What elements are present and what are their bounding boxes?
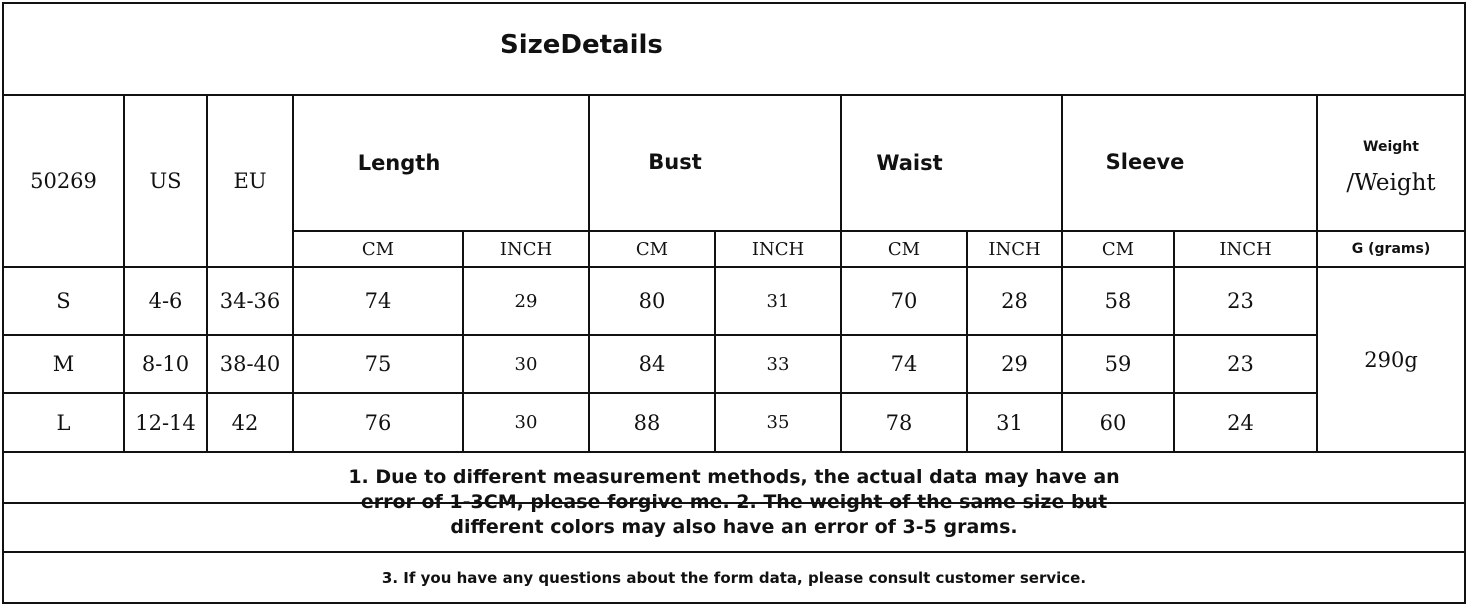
row-s-bust-cm: 80 bbox=[638, 289, 666, 313]
row-s-waist-cm: 70 bbox=[890, 289, 918, 313]
row-l-length-cm: 76 bbox=[364, 410, 392, 435]
sub-sleeve-inch: INCH bbox=[1219, 238, 1272, 260]
sub-bust-cm: CM bbox=[635, 238, 669, 260]
header-bust: Bust bbox=[648, 150, 702, 174]
row-l-us: 12-14 bbox=[135, 410, 196, 435]
sub-length-inch: INCH bbox=[499, 238, 553, 260]
row-m-length-cm: 75 bbox=[364, 352, 392, 376]
note-line-4: 3. If you have any questions about the form data, please consult customer service. bbox=[381, 568, 1087, 587]
row-s-bust-inch: 31 bbox=[766, 290, 790, 312]
row-l-waist-cm: 78 bbox=[885, 410, 913, 435]
weight-value: 290g bbox=[1364, 347, 1418, 372]
row-s-sleeve-cm: 58 bbox=[1104, 289, 1132, 313]
row-m-waist-inch: 29 bbox=[1001, 352, 1028, 376]
header-eu: EU bbox=[233, 169, 267, 193]
sub-bust-inch: INCH bbox=[751, 238, 805, 260]
row-l-sleeve-cm: 60 bbox=[1099, 410, 1127, 435]
header-waist: Waist bbox=[876, 151, 943, 175]
row-s-length-inch: 29 bbox=[514, 290, 538, 312]
row-m-us: 8-10 bbox=[141, 352, 190, 376]
note-line-1: 1. Due to different measurement methods, the actual data may have an bbox=[348, 466, 1120, 488]
row-m-sleeve-inch: 23 bbox=[1227, 352, 1254, 376]
row-m-size: M bbox=[52, 352, 75, 376]
border-bottom bbox=[2, 602, 1466, 604]
row-l-waist-inch: 31 bbox=[996, 410, 1023, 435]
row-l-size: L bbox=[56, 410, 71, 435]
row-m-length-inch: 30 bbox=[514, 353, 538, 375]
row-s-eu: 34-36 bbox=[219, 289, 281, 313]
sub-grams: G (grams) bbox=[1351, 241, 1431, 257]
row-s-sleeve-inch: 23 bbox=[1227, 289, 1254, 313]
row-l-eu: 42 bbox=[231, 410, 259, 435]
header-weight-sub: /Weight bbox=[1346, 170, 1436, 196]
row-m-eu: 38-40 bbox=[219, 352, 281, 376]
header-code: 50269 bbox=[30, 169, 97, 193]
note-line-2: error of 1-3CM, please forgive me. 2. The weight of the same size but bbox=[360, 491, 1108, 513]
row-s-length-cm: 74 bbox=[364, 289, 392, 313]
row-l-bust-cm: 88 bbox=[633, 410, 661, 435]
row-m-waist-cm: 74 bbox=[890, 352, 918, 376]
divider-table-end bbox=[2, 451, 1466, 453]
header-us: US bbox=[149, 169, 182, 193]
row-m-sleeve-cm: 59 bbox=[1104, 352, 1132, 376]
sub-sleeve-cm: CM bbox=[1101, 238, 1135, 260]
header-sleeve: Sleeve bbox=[1105, 150, 1185, 174]
border-right bbox=[1464, 2, 1466, 604]
chart-title: SizeDetails bbox=[500, 30, 663, 60]
row-s-size: S bbox=[56, 289, 71, 313]
row-l-sleeve-inch: 24 bbox=[1227, 410, 1254, 435]
row-l-length-inch: 30 bbox=[514, 412, 538, 433]
border-top bbox=[2, 2, 1466, 4]
sub-waist-cm: CM bbox=[887, 238, 921, 260]
sub-waist-inch: INCH bbox=[988, 238, 1041, 260]
row-s-us: 4-6 bbox=[148, 289, 183, 313]
row-s-waist-inch: 28 bbox=[1001, 289, 1028, 313]
header-weight: Weight bbox=[1363, 139, 1419, 155]
header-length: Length bbox=[357, 151, 441, 175]
sub-length-cm: CM bbox=[361, 238, 395, 260]
note-line-3: different colors may also have an error of 3-5 grams. bbox=[450, 516, 1018, 538]
row-l-bust-inch: 35 bbox=[766, 412, 790, 433]
row-m-bust-inch: 33 bbox=[766, 353, 790, 375]
row-m-bust-cm: 84 bbox=[638, 352, 666, 376]
